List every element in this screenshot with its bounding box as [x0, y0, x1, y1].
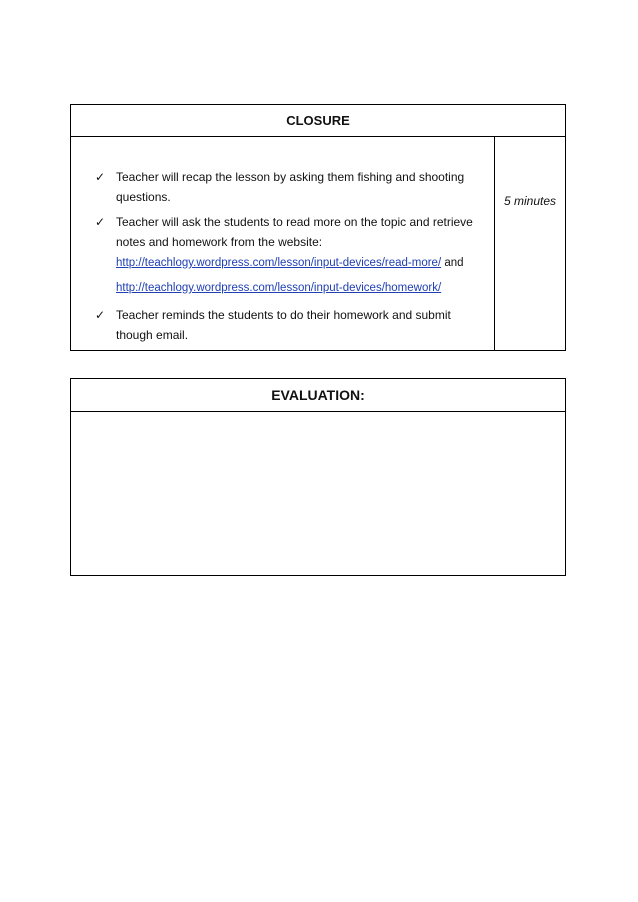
closure-activities-cell	[71, 137, 495, 350]
link-suffix: and	[441, 257, 464, 269]
link-line	[116, 255, 464, 271]
list-item-text: Teacher reminds the students to do their homework and submit though email.	[116, 308, 451, 342]
check-mark-icon: ✓	[95, 170, 106, 184]
closure-section	[70, 104, 566, 351]
closure-title: CLOSURE	[286, 113, 350, 128]
homework-link[interactable]: http://teachlogy.wordpress.com/lesson/input-devices/homework/	[116, 282, 442, 294]
link-line	[116, 280, 441, 296]
evaluation-section	[70, 378, 566, 576]
read-more-link[interactable]: http://teachlogy.wordpress.com/lesson/input-devices/read-more/	[116, 257, 442, 269]
closure-time-cell	[495, 137, 565, 350]
duration-label: 5 minutes	[503, 194, 557, 208]
evaluation-body	[71, 411, 565, 575]
list-item-text: Teacher will ask the students to read more on the topic and retrieve notes and homework from the website:	[116, 215, 473, 249]
closure-header	[71, 105, 565, 137]
evaluation-title: EVALUATION:	[271, 387, 365, 403]
list-item-text: Teacher will recap the lesson by asking them fishing and shooting questions.	[116, 170, 465, 204]
evaluation-header	[71, 379, 565, 412]
check-mark-icon: ✓	[95, 215, 106, 229]
check-mark-icon: ✓	[95, 308, 106, 322]
closure-body	[71, 137, 565, 350]
